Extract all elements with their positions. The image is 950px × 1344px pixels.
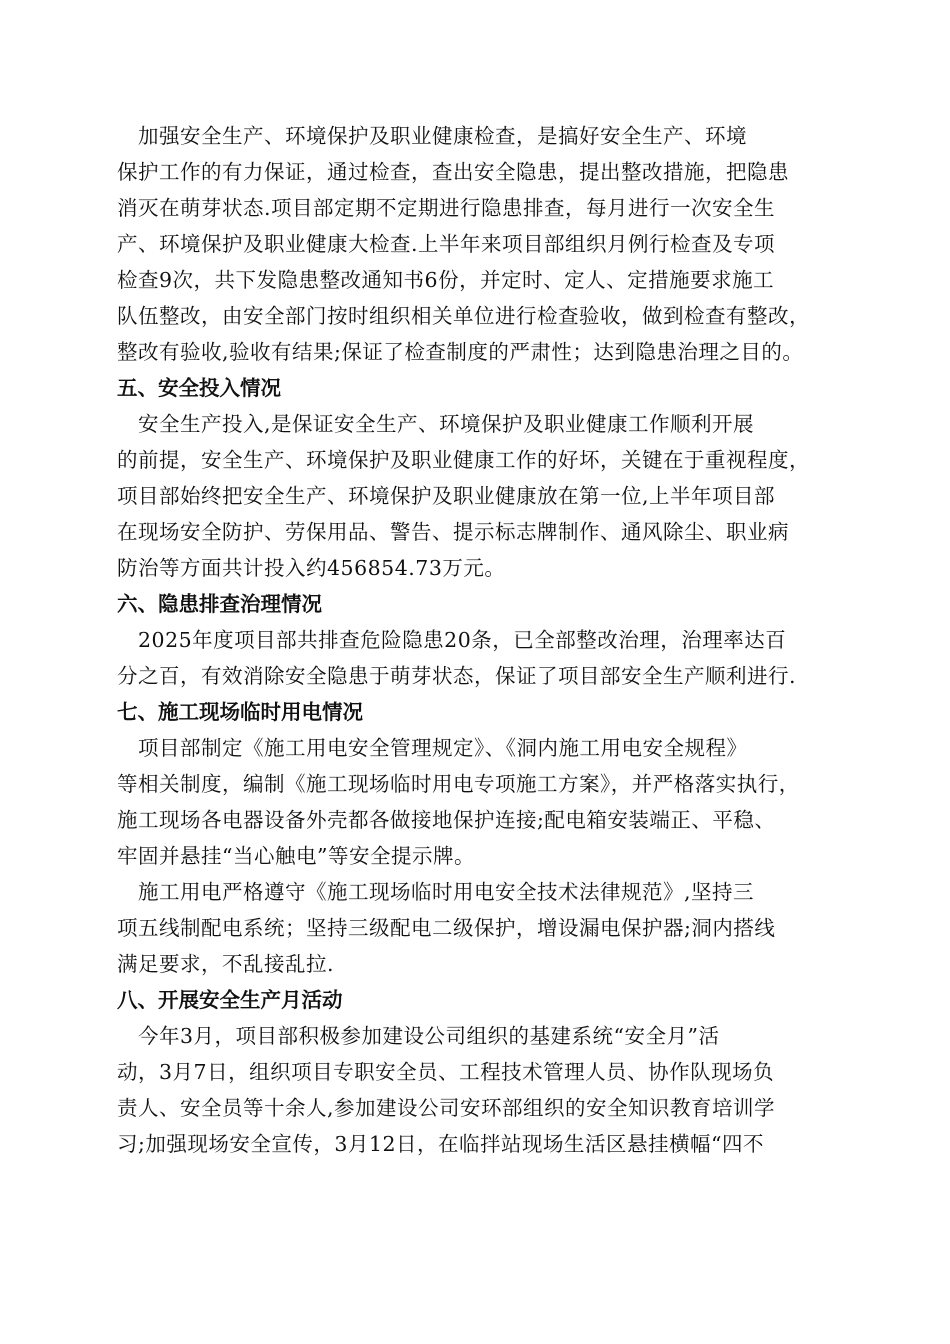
- text-line: 检查9次，共下发隐患整改通知书6份，并定时、定人、定措施要求施工: [117, 268, 775, 292]
- text-line: 加强安全生产、环境保护及职业健康检查，是搞好安全生产、环境: [117, 124, 747, 148]
- text-line: 消灭在萌芽状态.项目部定期不定期进行隐患排查，每月进行一次安全生: [117, 196, 776, 220]
- paragraph-temporary-power-standards: [117, 874, 847, 982]
- paragraph-temporary-power-rules: [117, 730, 847, 874]
- text-line: 习;加强现场安全宣传，3月12日，在临拌站现场生活区悬挂横幅“四不: [117, 1132, 765, 1156]
- text-line: 动，3月7日，组织项目专职安全员、工程技术管理人员、协作队现场负: [117, 1060, 775, 1084]
- text-line: 项目部制定《施工用电安全管理规定》、《洞内施工用电安全规程》: [117, 736, 748, 760]
- text-line: 保护工作的有力保证，通过检查，查出安全隐患，提出整改措施，把隐患: [117, 160, 789, 184]
- document-body: [117, 118, 847, 1162]
- text-line: 今年3月，项目部积极参加建设公司组织的基建系统“安全月”活: [117, 1024, 720, 1048]
- section-heading-safety-investment: 五、安全投入情况: [117, 376, 281, 400]
- text-line: 责人、安全员等十余人,参加建设公司安环部组织的安全知识教育培训学: [117, 1096, 776, 1120]
- text-line: 等相关制度，编制《施工现场临时用电专项施工方案》，并严格落实执行，: [117, 772, 800, 796]
- text-line: 在现场安全防护、劳保用品、警告、提示标志牌制作、通风除尘、职业病: [117, 520, 789, 544]
- paragraph-safety-month: [117, 1018, 847, 1162]
- section-heading-hazard-inspection: 六、隐患排查治理情况: [117, 592, 322, 616]
- text-line: 施工用电严格遵守《施工现场临时用电安全技术法律规范》,坚持三: [117, 880, 755, 904]
- section-heading-temporary-power: 七、施工现场临时用电情况: [117, 700, 363, 724]
- text-line: 分之百，有效消除安全隐患于萌芽状态，保证了项目部安全生产顺利进行.: [117, 664, 797, 688]
- text-line: 防治等方面共计投入约456854.73万元。: [117, 556, 506, 580]
- text-line: 牢固并悬挂“当心触电”等安全提示牌。: [117, 844, 475, 868]
- text-line: 满足要求，不乱接乱拉.: [117, 952, 335, 976]
- text-line: 2025年度项目部共排查危险隐患20条，已全部整改治理，治理率达百: [117, 628, 787, 652]
- text-line: 的前提，安全生产、环境保护及职业健康工作的好坏，关键在于重视程度，: [117, 448, 810, 472]
- text-line: 安全生产投入,是保证安全生产、环境保护及职业健康工作顺利开展: [117, 412, 755, 436]
- text-line: 产、环境保护及职业健康大检查.上半年来项目部组织月例行检查及专项: [117, 232, 776, 256]
- text-line: 整改有验收,验收有结果;保证了检查制度的严肃性；达到隐患治理之目的。: [117, 340, 804, 364]
- text-line: 队伍整改，由安全部门按时组织相关单位进行检查验收，做到检查有整改，: [117, 304, 810, 328]
- paragraph-safety-investment: [117, 406, 847, 586]
- paragraph-inspection: [117, 118, 847, 370]
- paragraph-hazard-inspection: [117, 622, 847, 694]
- text-line: 施工现场各电器设备外壳都各做接地保护连接;配电箱安装端正、平稳、: [117, 808, 776, 832]
- section-heading-safety-month: 八、开展安全生产月活动: [117, 988, 343, 1012]
- text-line: 项目部始终把安全生产、环境保护及职业健康放在第一位,上半年项目部: [117, 484, 776, 508]
- text-line: 项五线制配电系统；坚持三级配电二级保护，增设漏电保护器;洞内搭线: [117, 916, 776, 940]
